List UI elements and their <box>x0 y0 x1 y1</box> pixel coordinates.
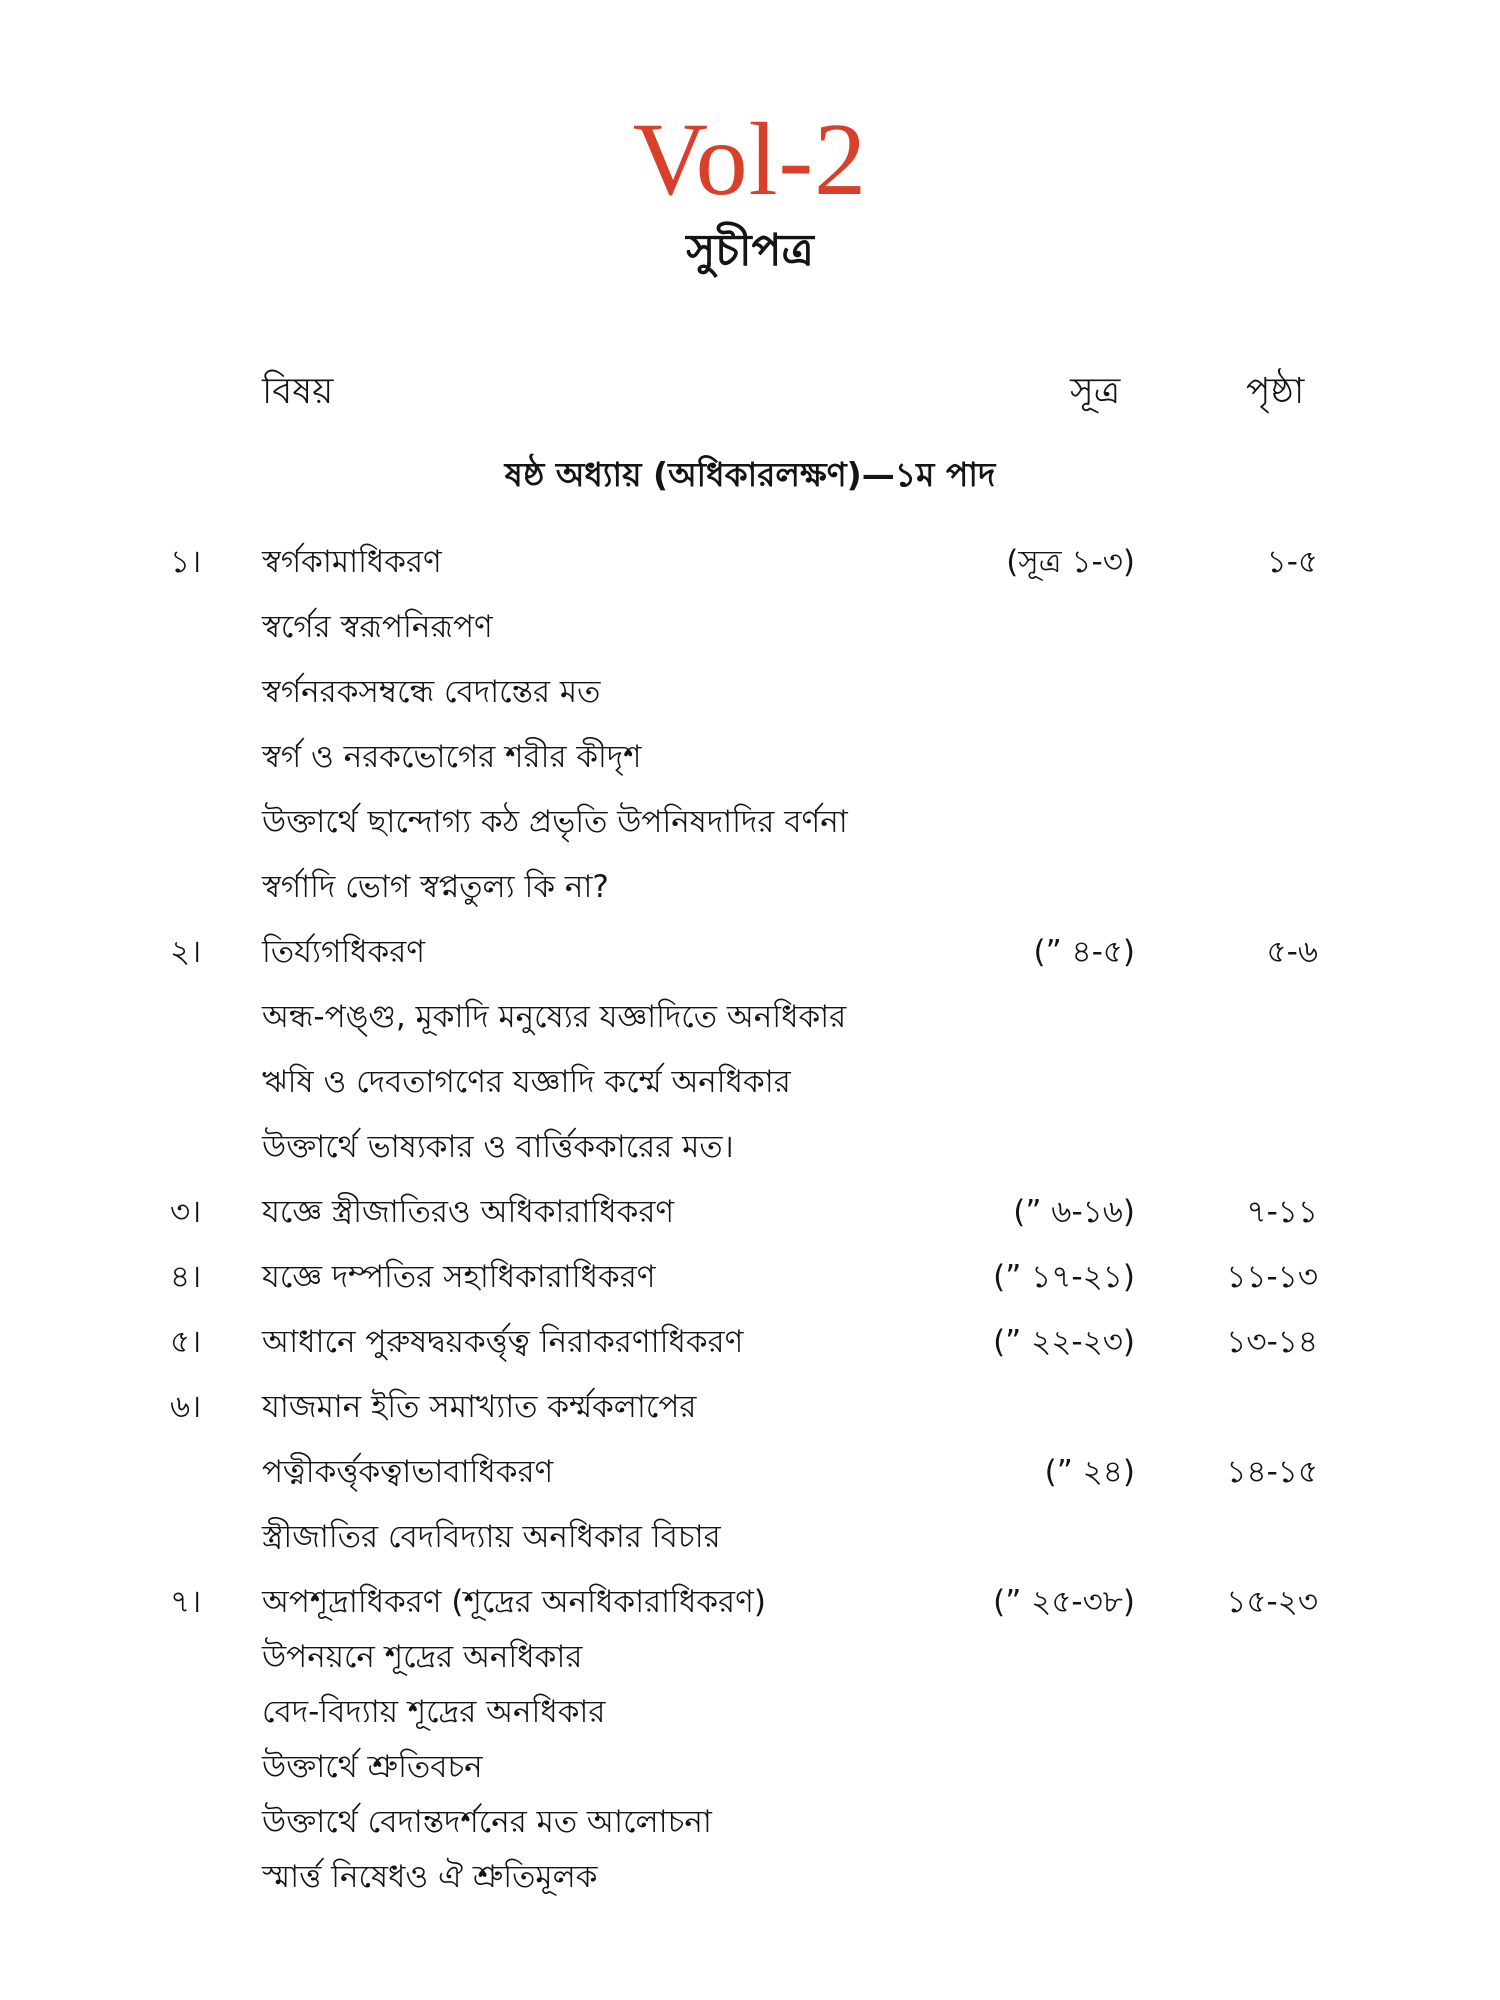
toc-row <box>0 1187 1500 1237</box>
row-subject: স্বর্গ ও নরকভোগের শরীর কীদৃশ <box>262 739 642 775</box>
row-sutra: (” ২২-২৩) <box>993 1324 1135 1360</box>
row-pages: ৭-১১ <box>1246 1194 1318 1230</box>
row-subject: আধানে পুরুষদ্বয়কর্ত্তৃত্ব নিরাকরণাধিকরণ <box>262 1324 744 1360</box>
toc-row <box>0 1447 1500 1497</box>
row-subject: স্বর্গাদি ভোগ স্বপ্নতুল্য কি না? <box>262 869 609 905</box>
toc-row <box>0 1057 1500 1107</box>
row-number: ৫। <box>170 1324 202 1360</box>
row-pages: ১১-১৩ <box>1226 1259 1318 1295</box>
toc-row <box>0 992 1500 1042</box>
toc-row <box>0 537 1500 587</box>
row-sutra: (” ৬-১৬) <box>1013 1194 1135 1230</box>
toc-row <box>0 602 1500 652</box>
row-pages: ১-৫ <box>1266 544 1318 580</box>
column-heading-subject: বিষয় <box>262 371 334 412</box>
row-subject: পত্নীকর্ত্তৃকত্বাভাবাধিকরণ <box>262 1454 554 1490</box>
row-subject: ঋষি ও দেবতাগণের যজ্ঞাদি কর্ম্মে অনধিকার <box>262 1064 791 1100</box>
row-subject: স্মার্ত্ত নিষেধও ঐ শ্রুতিমূলক <box>262 1859 598 1895</box>
toc-row <box>0 1512 1500 1562</box>
toc-title: সুচীপত্র <box>686 225 814 276</box>
row-number: ৭। <box>170 1584 202 1620</box>
toc-row <box>0 1317 1500 1367</box>
toc-row <box>0 1797 1500 1847</box>
row-sutra: (” ২৫-৩৮) <box>993 1584 1135 1620</box>
row-number: ৩। <box>170 1194 202 1230</box>
row-number: ২। <box>170 934 202 970</box>
toc-row <box>0 927 1500 977</box>
row-subject: যজ্ঞে দম্পতির সহাধিকারাধিকরণ <box>262 1259 656 1295</box>
row-subject: উক্তার্থে ভাষ্যকার ও বার্ত্তিককারের মত। <box>262 1129 734 1165</box>
toc-row <box>0 732 1500 782</box>
row-subject: স্বর্গকামাধিকরণ <box>262 544 442 580</box>
row-subject: উক্তার্থে বেদান্তদর্শনের মত আলোচনা <box>262 1804 712 1840</box>
row-sutra: (” ২৪) <box>1044 1454 1135 1490</box>
toc-row <box>0 797 1500 847</box>
row-number: ৬। <box>170 1389 202 1425</box>
toc-row <box>0 1577 1500 1627</box>
row-sutra: (” ৪-৫) <box>1033 934 1135 970</box>
toc-row <box>0 1252 1500 1302</box>
chapter-heading: ষষ্ঠ অধ্যায় (অধিকারলক্ষণ)—১ম পাদ <box>504 455 996 494</box>
row-subject: স্বর্গের স্বরূপনিরূপণ <box>262 609 493 645</box>
toc-row <box>0 1122 1500 1172</box>
column-heading-page: পৃষ্ঠা <box>1246 371 1305 412</box>
row-pages: ৫-৬ <box>1266 934 1318 970</box>
row-subject: উপনয়নে শূদ্রের অনধিকার <box>262 1639 583 1675</box>
toc-row <box>0 1687 1500 1737</box>
row-subject: অন্ধ-পঙ্গু, মূকাদি মনুষ্যের যজ্ঞাদিতে অনধিকার <box>262 999 847 1035</box>
toc-row <box>0 1382 1500 1432</box>
row-subject: স্ত্রীজাতির বেদবিদ্যায় অনধিকার বিচার <box>262 1519 721 1555</box>
row-pages: ১৪-১৫ <box>1226 1454 1318 1490</box>
row-sutra: (সূত্র ১-৩) <box>1006 544 1135 580</box>
row-number: ১। <box>170 544 202 580</box>
volume-label: Vol-2 <box>632 102 868 217</box>
row-sutra: (” ১৭-২১) <box>993 1259 1135 1295</box>
row-subject: অপশূদ্রাধিকরণ (শূদ্রের অনধিকারাধিকরণ) <box>262 1584 766 1620</box>
row-subject: উক্তার্থে শ্রুতিবচন <box>262 1749 483 1785</box>
row-subject: তির্য্যগধিকরণ <box>262 934 426 970</box>
row-pages: ১৩-১৪ <box>1226 1324 1318 1360</box>
row-subject: স্বর্গনরকসম্বন্ধে বেদান্তের মত <box>262 674 601 710</box>
row-subject: যজ্ঞে স্ত্রীজাতিরও অধিকারাধিকরণ <box>262 1194 675 1230</box>
row-number: ৪। <box>170 1259 202 1295</box>
toc-row <box>0 1742 1500 1792</box>
toc-row <box>0 667 1500 717</box>
toc-row <box>0 862 1500 912</box>
row-subject: যাজমান ইতি সমাখ্যাত কর্ম্মকলাপের <box>262 1389 697 1425</box>
column-heading-sutra: সূত্র <box>1070 371 1121 412</box>
row-subject: বেদ-বিদ্যায় শূদ্রের অনধিকার <box>262 1694 606 1730</box>
toc-row <box>0 1632 1500 1682</box>
toc-row <box>0 1852 1500 1902</box>
row-subject: উক্তার্থে ছান্দোগ্য কঠ প্রভৃতি উপনিষদাদির বর্ণনা <box>262 804 848 840</box>
row-pages: ১৫-২৩ <box>1226 1584 1318 1620</box>
